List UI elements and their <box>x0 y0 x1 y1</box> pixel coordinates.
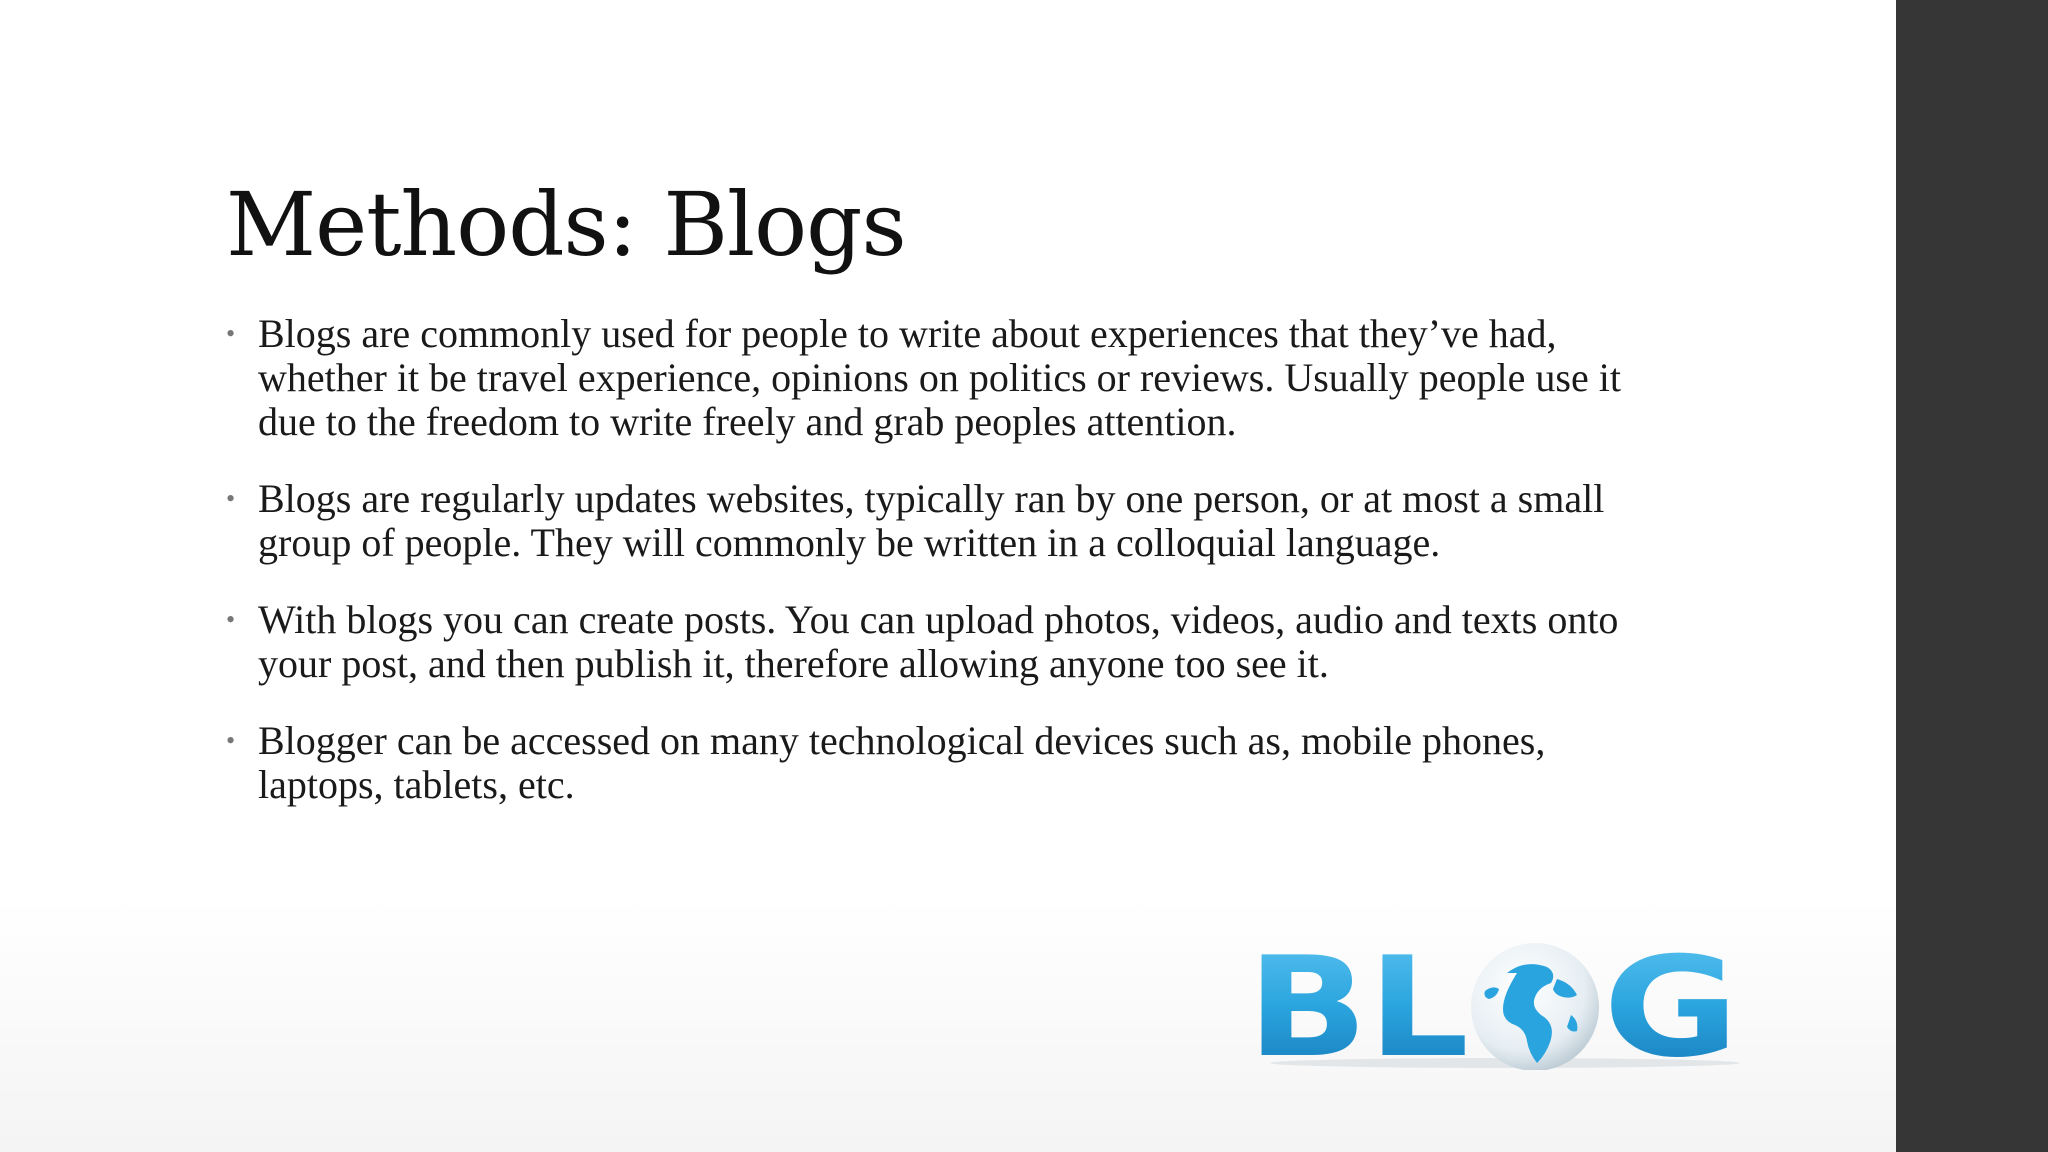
bullet-icon: • <box>226 319 236 348</box>
bullet-item <box>226 477 1656 565</box>
logo-text-left: BL <box>1247 935 1469 1070</box>
blog-logo <box>1245 935 1745 1070</box>
sidebar-panel <box>1896 0 2048 1152</box>
bullet-text: Blogs are commonly used for people to write about experiences that they’ve had, whether it be travel experience, opinions on politics or reviews. Usually people use it due to the freedom to write freely and grab peoples attention. <box>258 311 1621 444</box>
bullet-text: Blogger can be accessed on many technological devices such as, mobile phones, laptops, tablets, etc. <box>258 718 1546 807</box>
bullet-icon: • <box>226 605 236 634</box>
bullet-item <box>226 719 1656 807</box>
bullet-item <box>226 312 1656 444</box>
bullet-icon: • <box>226 726 236 755</box>
logo-text-right: G <box>1603 935 1739 1070</box>
bullet-item <box>226 598 1656 686</box>
bullet-icon: • <box>226 484 236 513</box>
slide-title: Methods: Blogs <box>226 173 906 276</box>
bullet-text: Blogs are regularly updates websites, typically ran by one person, or at most a small group of people. They will commonly be written in a colloquial language. <box>258 476 1605 565</box>
globe-icon <box>1471 943 1599 1070</box>
bullet-list <box>226 312 1656 840</box>
bullet-text: With blogs you can create posts. You can upload photos, videos, audio and texts onto your post, and then publish it, therefore allowing anyone too see it. <box>258 597 1619 686</box>
